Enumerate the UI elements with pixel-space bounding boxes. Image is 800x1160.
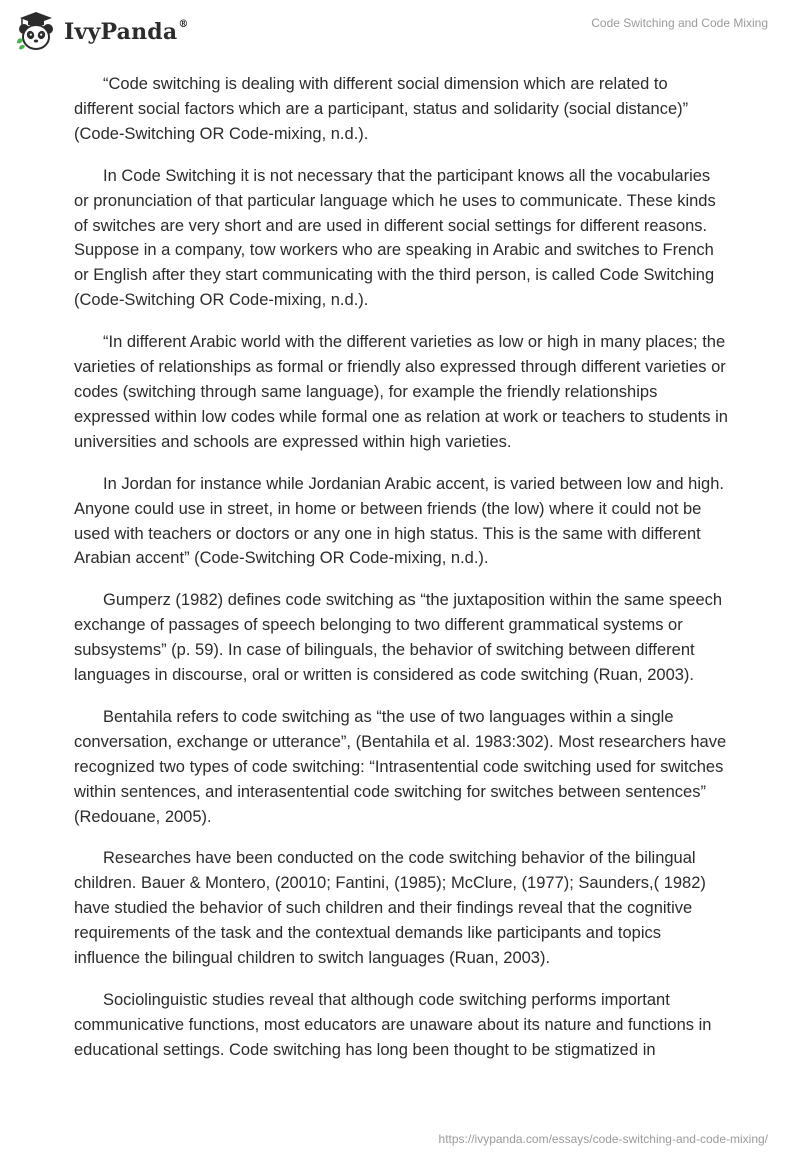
paragraph: In Code Switching it is not necessary that the participant knows all the vocabularies or pronunciation of that particular language which he uses to communicate. These kinds of switches are very short and are used in different social settings for different reasons. Suppose in a company, tow workers who are speaking in Arabic and switches to French or English after they start communicating with the third person, is called Code Switching (Code-Switching OR Code-mixing, n.d.). <box>74 166 716 310</box>
paragraph: In Jordan for instance while Jordanian Arabic accent, is varied between low and high. Anyone could use in street, in home or between friends (the low) where it could not be used with teachers or doctors or any one in high status. This is the same with different Arabian accent” (Code-Switching OR Code-mixing, n.d.). <box>74 474 724 568</box>
panda-graduate-icon <box>14 10 58 52</box>
paragraph: “In different Arabic world with the different varieties as low or high in many places; the varieties of relationships as formal or friendly also expressed through different varieties or codes (switching through same language), for example the friendly relationships expressed within low codes while formal one as relation at work or teachers to students in universities and schools are expressed within high varieties. <box>74 333 728 451</box>
document-title: Code Switching and Code Mixing <box>591 16 768 30</box>
footer-url[interactable]: https://ivypanda.com/essays/code-switching-and-code-mixing/ <box>438 1132 768 1146</box>
paragraph: Sociolinguistic studies reveal that although code switching performs important communicative functions, most educators are unaware about its nature and functions in educational settings. Code switching has long been thought to be stigmatized in <box>74 991 712 1059</box>
paragraph: “Code switching is dealing with different social dimension which are related to different social factors which are a participant, status and solidarity (social distance)” (Code-Switching OR Code-mixing, n.d.). <box>74 75 689 143</box>
brand-name: IvyPanda® <box>64 18 189 45</box>
page-header <box>0 0 800 64</box>
ivypanda-logo[interactable] <box>14 10 189 52</box>
paragraph: Researches have been conducted on the code switching behavior of the bilingual children. Bauer & Montero, (20010; Fantini, (1985); McClure, (1977); Saunders,( 1982) have studied the behavior of such children and their findings reveal that the cognitive requirements of the task and the contextual demands like participants and topics influence the bilingual children to switch languages (Ruan, 2003). <box>74 849 706 968</box>
essay-body <box>74 72 728 1080</box>
paragraph: Gumperz (1982) defines code switching as “the juxtaposition within the same speech exchange of passages of speech belonging to two different grammatical systems or subsystems” (p. 59). In case of bilinguals, the behavior of switching between different languages in discourse, oral or written is considered as code switching (Ruan, 2003). <box>74 591 723 685</box>
paragraph: Bentahila refers to code switching as “the use of two languages within a single conversation, exchange or utterance”, (Bentahila et al. 1983:302). Most researchers have recognized two types of code switching: “Intrasentential code switching used for switches within sentences, and interasentential code switching for switches between sentences” (Redouane, 2005). <box>74 707 727 826</box>
